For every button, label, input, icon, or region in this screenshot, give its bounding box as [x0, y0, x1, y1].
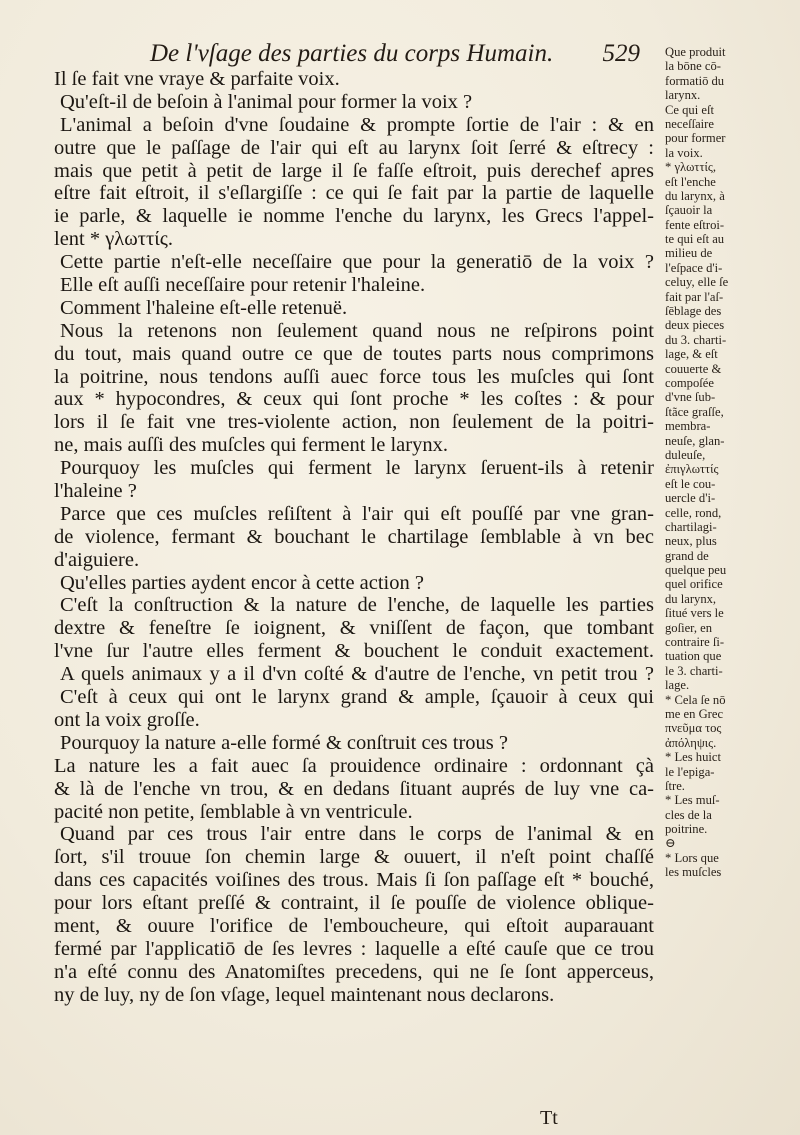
margin-note-line: larynx.: [665, 88, 701, 103]
margin-note-line: la bōne cō-: [665, 59, 721, 74]
text-line: pour lors eſtant preſſé & contraint, il ſe pouſſe de violence oblique-: [54, 892, 654, 915]
text-line: l'haleine ?: [54, 480, 137, 503]
margin-note-line: deux pieces: [665, 318, 725, 333]
margin-note-line: te qui eſt au: [665, 232, 725, 247]
margin-note-line: Ce qui eſt: [665, 102, 714, 117]
margin-note-line: * Les muſ-: [665, 793, 720, 808]
margin-note-line: me en Grec: [665, 706, 724, 721]
margin-note-line: ſitué vers le: [665, 606, 724, 621]
text-line: pacité non petite, ſemblable à vn ventricule.: [54, 800, 413, 823]
text-line: C'eſt à ceux qui ont le larynx grand & ample, ſçauoir à ceux qui: [60, 686, 654, 709]
margin-note-line: l'eſpace d'i-: [665, 260, 723, 275]
margin-note-line: quelque peu: [665, 563, 727, 578]
margin-note-line: celle, rond,: [665, 505, 722, 520]
text-line: dextre & feneſtre ſe ioignent, & vniſſent de façon, que tombant: [54, 617, 654, 640]
margin-note-line: pour former: [665, 131, 726, 146]
marginal-notes: [665, 45, 777, 880]
margin-note-line: ſēblage des: [665, 304, 722, 319]
margin-note-line: couuerte &: [665, 361, 722, 376]
main-text-column: [54, 68, 654, 1007]
text-line: ſort, s'il trouue ſon chemin large & ouuert, il n'eſt point chaſſé: [54, 846, 654, 869]
margin-note-line: Que produit: [665, 45, 726, 59]
text-line: aux * hypocondres, & ceux qui ſont proche * les coſtes : & pour: [54, 388, 654, 411]
signature-mark: Tt: [540, 1107, 558, 1129]
text-line: de violence, fermant & bouchant le chartilage ſemblable à vn bec: [54, 525, 654, 548]
margin-note-line: neuſe, glan-: [665, 433, 725, 448]
margin-note-line: ſçauoir la: [665, 203, 713, 218]
margin-note-line: compoſée: [665, 375, 714, 390]
margin-note-line: grand de: [665, 548, 709, 563]
margin-note-line: ἐπιγλωττίς: [665, 462, 719, 477]
text-line: lent * γλωττίς.: [54, 228, 173, 251]
text-line: La nature les a fait auec ſa prouidence ordinaire : ordonnant çà: [54, 754, 654, 777]
margin-note-line: du larynx,: [665, 591, 717, 606]
page-number: 529: [602, 40, 640, 67]
margin-note-line: tuation que: [665, 649, 722, 664]
margin-note-line: la voix.: [665, 145, 703, 160]
margin-note-line: cles de la: [665, 807, 712, 822]
margin-note-line: membra-: [665, 419, 711, 434]
text-line: Pourquoy la nature a-elle formé & conſtruit ces trous ?: [60, 731, 509, 754]
margin-note-line: neceſſaire: [665, 116, 714, 131]
margin-note-line: ⊖: [665, 836, 676, 851]
margin-note-line: chartilagi-: [665, 519, 717, 534]
text-line: Parce que ces muſcles reſiſtent à l'air qui eſt pouſſé par vne gran-: [60, 502, 654, 525]
margin-note-line: poitrine.: [665, 822, 708, 837]
text-line: fermé par l'applicatiō de ſes levres : laquelle a eſté cauſe que ce trou: [54, 937, 654, 960]
margin-note-line: duleuſe,: [665, 447, 706, 462]
margin-note-line: neux, plus: [665, 534, 717, 549]
text-line: Quand par ces trous l'air entre dans le corps de l'animal & en: [60, 823, 654, 846]
margin-note-line: lage, & eſt: [665, 347, 718, 362]
text-line: L'animal a beſoin d'vne ſoudaine & prompte ſortie de l'air : & en: [60, 113, 654, 136]
text-line: C'eſt la conſtruction & la nature de l'enche, de laquelle les parties: [60, 594, 654, 617]
text-line: mais que petit à petit de large il ſe faſſe eſtroit, puis derechef apres: [54, 159, 654, 182]
margin-note-line: ſtre.: [665, 778, 685, 793]
margin-note-line: contraire ſi-: [665, 635, 725, 650]
text-line: dans ces capacités voiſines des trous. Mais ſi ſon paſſage eſt * bouché,: [54, 869, 654, 892]
text-line: ont la voix groſſe.: [54, 708, 200, 731]
text-line: Qu'elles parties aydent encor à cette action ?: [60, 571, 424, 594]
text-line: ne, mais auſſi des muſcles qui ferment le larynx.: [54, 434, 448, 457]
margin-note-line: fait par l'aſ-: [665, 289, 724, 304]
text-line: ment, & ouure l'orifice de l'emboucheure, qui eſtoit auparauant: [54, 914, 654, 937]
text-line: eſtre fait eſtroit, il s'eſlargiſſe : ce qui ſe fait par la partie de laquelle: [54, 182, 654, 205]
text-line: la poitrine, nous tendons auſſi auec force tous les muſcles qui ſont: [54, 365, 654, 388]
running-title: De l'vſage des parties du corps Humain.: [150, 40, 554, 67]
margin-note-line: celuy, elle ſe: [665, 275, 729, 290]
margin-note-line: le l'epiga-: [665, 764, 715, 779]
margin-note-line: ſtãce graſſe,: [665, 404, 724, 419]
margin-note-line: formatiō du: [665, 73, 725, 88]
text-line: Nous la retenons non ſeulement quand nous ne reſpirons point: [60, 319, 654, 342]
text-line: & là de l'enche vn trou, & en dedans ſituant auprés de luy vne ca-: [54, 777, 654, 800]
margin-note-line: quel orifice: [665, 577, 723, 592]
text-line: Il ſe fait vne vraye & parfaite voix.: [54, 68, 340, 90]
text-line: ny de luy, ny de ſon vſage, lequel maintenant nous declarons.: [54, 983, 555, 1006]
text-line: l'vne ſur l'autre elles ferment & bouchent le conduit exactement.: [54, 640, 654, 663]
text-line: Pourquoy les muſcles qui ferment le larynx ſeruent-ils à retenir: [60, 457, 654, 480]
text-line: ie parle, & laquelle ie nomme l'enche du larynx, les Grecs l'appel-: [54, 205, 654, 228]
margin-note-line: eſt le cou-: [665, 476, 716, 491]
text-line: outre que le paſſage de l'air qui eſt au larynx ſoit ſerré & eſtrecy :: [54, 136, 654, 159]
margin-note-line: uercle d'i-: [665, 491, 716, 506]
margin-note-line: * γλωττίς,: [665, 160, 717, 175]
margin-note-line: le 3. charti-: [665, 663, 723, 678]
text-line: Elle eſt auſſi neceſſaire pour retenir l'haleine.: [60, 274, 426, 297]
text-line: A quels animaux y a il d'vn coſté & d'autre de l'enche, vn petit trou ?: [60, 663, 654, 686]
margin-note-line: ἀπόληψις.: [665, 735, 717, 750]
text-line: du tout, mais quand outre ce que de toutes parts nous comprimons: [54, 342, 654, 365]
margin-note-line: du larynx, à: [665, 188, 725, 203]
margin-note-line: πνεῦμα τος: [665, 721, 722, 736]
margin-note-line: * Lors que: [665, 850, 719, 865]
margin-note-line: * Les huict: [665, 750, 721, 765]
text-line: d'aiguiere.: [54, 548, 140, 571]
margin-note-line: lage.: [665, 678, 690, 693]
margin-note-line: d'vne ſub-: [665, 390, 716, 405]
margin-note-line: du 3. charti-: [665, 332, 727, 347]
margin-note-line: fente eſtroi-: [665, 217, 725, 232]
margin-note-line: eſt l'enche: [665, 174, 716, 189]
margin-note-line: milieu de: [665, 246, 713, 261]
text-line: lors il ſe fait vne tres-violente action, non ſeulement de la poitri-: [54, 411, 654, 434]
text-line: Cette partie n'eſt-elle neceſſaire que pour la generatiō de la voix ?: [60, 251, 654, 274]
text-line: Comment l'haleine eſt-elle retenuë.: [60, 296, 348, 319]
margin-note-line: les muſcles: [665, 865, 722, 880]
text-line: Qu'eſt-il de beſoin à l'animal pour former la voix ?: [60, 90, 473, 113]
margin-note-line: goſier, en: [665, 620, 713, 635]
text-line: n'a eſté connu des Anatomiſtes precedens, qui ne ſe ſont apperceus,: [54, 960, 654, 983]
margin-note-line: * Cela ſe nō: [665, 692, 726, 707]
